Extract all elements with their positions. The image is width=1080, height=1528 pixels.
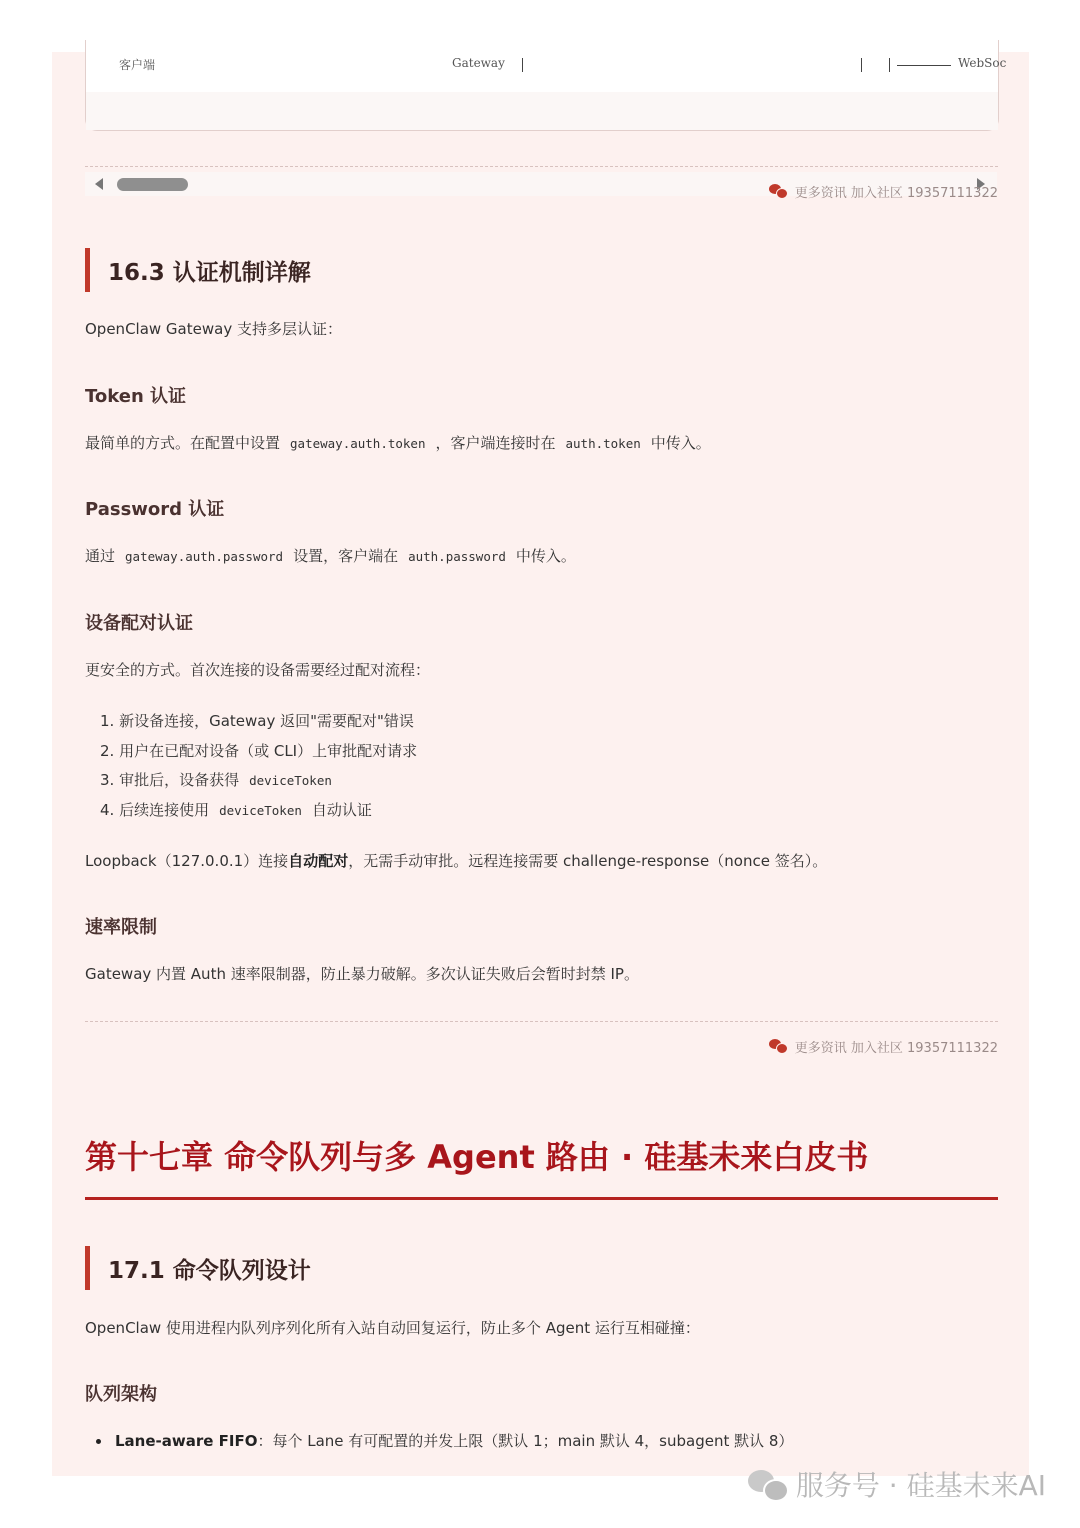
bold-text: Lane-aware FIFO — [115, 1432, 258, 1450]
inline-code: gateway.auth.password — [125, 549, 284, 564]
list-item — [96, 1430, 793, 1451]
text-fragment: 中传入。 — [515, 547, 576, 565]
gateway-label: Gateway — [452, 56, 505, 70]
websocket-label: WebSoc — [958, 56, 1007, 70]
inline-code: auth.password — [408, 549, 506, 564]
text-fragment: 通过 — [85, 547, 116, 565]
code-block-bottom — [86, 92, 998, 130]
list-item — [100, 710, 414, 731]
text-fragment: 最简单的方式。在配置中设置 — [85, 434, 281, 452]
list-item — [100, 799, 372, 820]
token-auth-text — [85, 432, 711, 453]
client-label: 客户端 — [119, 58, 156, 72]
list-item-text: 自动认证 — [311, 801, 372, 819]
list-item-text: 1. 新设备连接，Gateway 返回"需要配对"错误 — [100, 712, 414, 730]
inline-code: deviceToken — [219, 803, 302, 818]
text-fragment: ，客户端连接时在 — [435, 434, 556, 452]
bullet-icon — [96, 1439, 101, 1444]
wechat-icon — [769, 184, 787, 198]
wechat-icon — [748, 1468, 788, 1500]
password-auth-text — [85, 545, 576, 566]
watermark — [748, 1464, 1046, 1504]
wechat-icon — [769, 1039, 787, 1053]
text-fragment: 中传入。 — [650, 434, 711, 452]
code-diagram-line — [86, 54, 1007, 74]
list-item — [100, 769, 342, 790]
watermark-text: 服务号 · 硅基未来AI — [795, 1469, 1046, 1502]
scroll-left-arrow-icon[interactable] — [95, 178, 103, 190]
dashed-divider — [85, 1021, 998, 1022]
token-auth-heading: Token 认证 — [85, 386, 187, 407]
section-heading-17-1: 17.1 命令队列设计 — [85, 1246, 311, 1290]
device-pairing-heading: 设备配对认证 — [85, 613, 193, 634]
diagram-divider — [861, 58, 862, 72]
inline-code: gateway.auth.token — [290, 436, 426, 451]
device-pairing-intro: 更安全的方式。首次连接的设备需要经过配对流程： — [85, 661, 431, 679]
text-fragment: ，无需手动审批。远程连接需要 challenge-response（nonce 签名）。 — [348, 852, 828, 870]
rate-limit-text: Gateway 内置 Auth 速率限制器，防止暴力破解。多次认证失败后会暂时封禁 IP。 — [85, 965, 639, 983]
bold-text: 自动配对 — [288, 852, 349, 870]
section-16-3-intro: OpenClaw Gateway 支持多层认证： — [85, 320, 342, 338]
chapter-rule — [85, 1197, 998, 1200]
inline-code: deviceToken — [249, 773, 332, 788]
chapter-title: 第十七章 命令队列与多 Agent 路由 · 硅基未来白皮书 — [85, 1138, 869, 1176]
password-auth-heading: Password 认证 — [85, 499, 225, 520]
community-note — [769, 181, 998, 201]
queue-architecture-heading: 队列架构 — [85, 1384, 157, 1405]
community-note-text: 更多资讯 加入社区 19357111322 — [794, 185, 998, 201]
scroll-thumb[interactable] — [117, 178, 188, 191]
section-17-1-intro: OpenClaw 使用进程内队列序列化所有入站自动回复运行，防止多个 Agent 运行互相碰撞： — [85, 1319, 700, 1337]
text-fragment: Loopback（127.0.0.1）连接 — [85, 852, 289, 870]
community-note — [769, 1036, 998, 1056]
diagram-divider — [889, 58, 890, 72]
community-note-text: 更多资讯 加入社区 19357111322 — [794, 1040, 998, 1056]
list-item-text: 2. 用户在已配对设备（或 CLI）上审批配对请求 — [100, 742, 418, 760]
rate-limit-heading: 速率限制 — [85, 917, 157, 938]
inline-code: auth.token — [565, 436, 641, 451]
list-item — [100, 740, 417, 761]
diagram-divider — [522, 58, 523, 72]
code-block — [85, 40, 1007, 131]
dashed-divider — [85, 166, 998, 167]
list-item-text: 3. 审批后，设备获得 — [100, 771, 240, 789]
text-fragment: 设置，客户端在 — [293, 547, 399, 565]
list-item-text: ：每个 Lane 有可配置的并发上限（默认 1；main 默认 4，subagent 默认 8） — [257, 1432, 794, 1450]
loopback-note — [85, 850, 827, 871]
section-heading-16-3: 16.3 认证机制详解 — [85, 248, 311, 292]
list-item-text: 4. 后续连接使用 — [100, 801, 210, 819]
diagram-arrow-line — [897, 65, 951, 66]
